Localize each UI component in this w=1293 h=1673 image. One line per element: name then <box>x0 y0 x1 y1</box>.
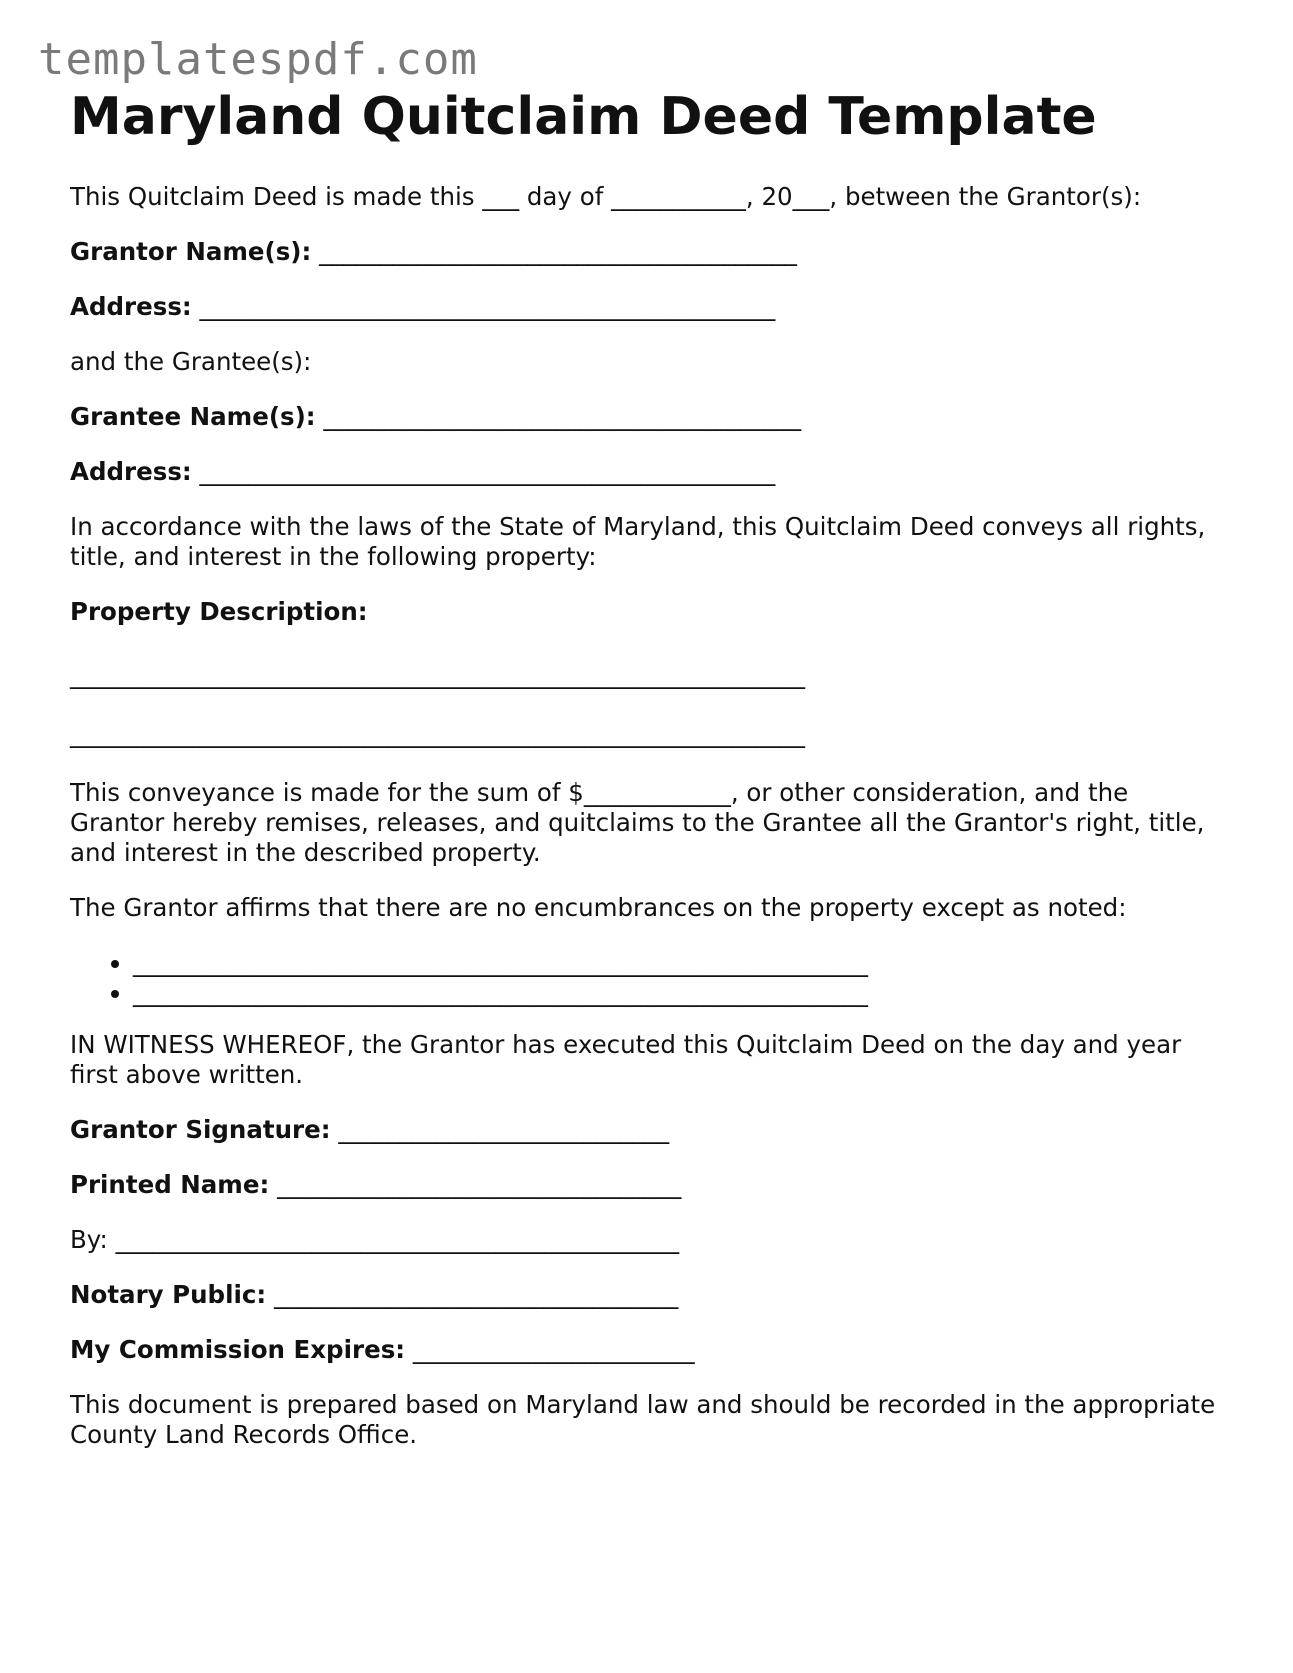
grantor-signature-label: Grantor Signature: <box>70 1114 331 1144</box>
notary-public-label: Notary Public: <box>70 1279 267 1309</box>
commission-expires-label: My Commission Expires: <box>70 1334 406 1364</box>
and-grantee-text: and the Grantee(s): <box>70 346 312 376</box>
grantee-address-blank: _______________________________________________ <box>199 456 776 486</box>
page-title: Maryland Quitclaim Deed Template <box>70 87 1097 147</box>
property-description-label: Property Description: <box>70 596 368 626</box>
list-item: • ____________________________________________________________ <box>133 978 1230 1008</box>
list-item: • ____________________________________________________________ <box>133 948 1230 978</box>
grantee-address-label: Address: <box>70 456 192 486</box>
witness-paragraph: IN WITNESS WHEREOF, the Grantor has executed this Quitclaim Deed on the day and year first above written. <box>70 1029 1182 1089</box>
grantor-address-field <box>70 292 1230 322</box>
notary-public-field <box>70 1280 1230 1310</box>
commission-expires-field <box>70 1335 1230 1365</box>
printed-name-label: Printed Name: <box>70 1169 270 1199</box>
grantee-name-field <box>70 402 1230 432</box>
footer-note: This document is prepared based on Maryland law and should be recorded in the appropriate County Land Records Office. <box>70 1389 1216 1449</box>
watermark: templatespdf.com <box>38 34 478 85</box>
grantee-name-label: Grantee Name(s): <box>70 401 316 431</box>
grantor-name-blank: _______________________________________ <box>319 236 797 266</box>
property-description-line: ____________________________________________________________ <box>70 718 805 748</box>
by-label: By: <box>70 1224 108 1254</box>
by-field <box>70 1225 1230 1255</box>
grantor-address-label: Address: <box>70 291 192 321</box>
grantor-signature-field <box>70 1115 1230 1145</box>
intro-paragraph: This Quitclaim Deed is made this ___ day of ___________, 20___, between the Grantor(s): <box>70 181 1142 211</box>
encumbrances-intro-paragraph: The Grantor affirms that there are no encumbrances on the property except as noted: <box>70 892 1127 922</box>
printed-name-field <box>70 1170 1230 1200</box>
commission-expires-blank: _______________________ <box>412 1334 695 1364</box>
grantor-signature-blank: ___________________________ <box>338 1114 670 1144</box>
encumbrances-list <box>70 948 1230 1008</box>
property-description-line: ____________________________________________________________ <box>70 659 805 689</box>
grantor-name-label: Grantor Name(s): <box>70 236 312 266</box>
grantee-name-blank: _______________________________________ <box>323 401 802 431</box>
grantor-address-blank: _______________________________________________ <box>199 291 776 321</box>
grantor-name-field <box>70 237 1230 267</box>
grantee-address-field <box>70 457 1230 487</box>
consideration-paragraph: This conveyance is made for the sum of $____________, or other consideration, and the Grantor hereby remises, releases, and quitclaims to the Grantee all the Grantor's right, title, and interest in the described property. <box>70 777 1205 867</box>
notary-public-blank: _________________________________ <box>274 1279 679 1309</box>
conveyance-intro-paragraph: In accordance with the laws of the State of Maryland, this Quitclaim Deed conveys all rights, title, and interest in the following property: <box>70 511 1206 571</box>
document-body <box>70 88 1230 1475</box>
by-blank: ______________________________________________ <box>115 1224 680 1254</box>
printed-name-blank: _________________________________ <box>277 1169 682 1199</box>
